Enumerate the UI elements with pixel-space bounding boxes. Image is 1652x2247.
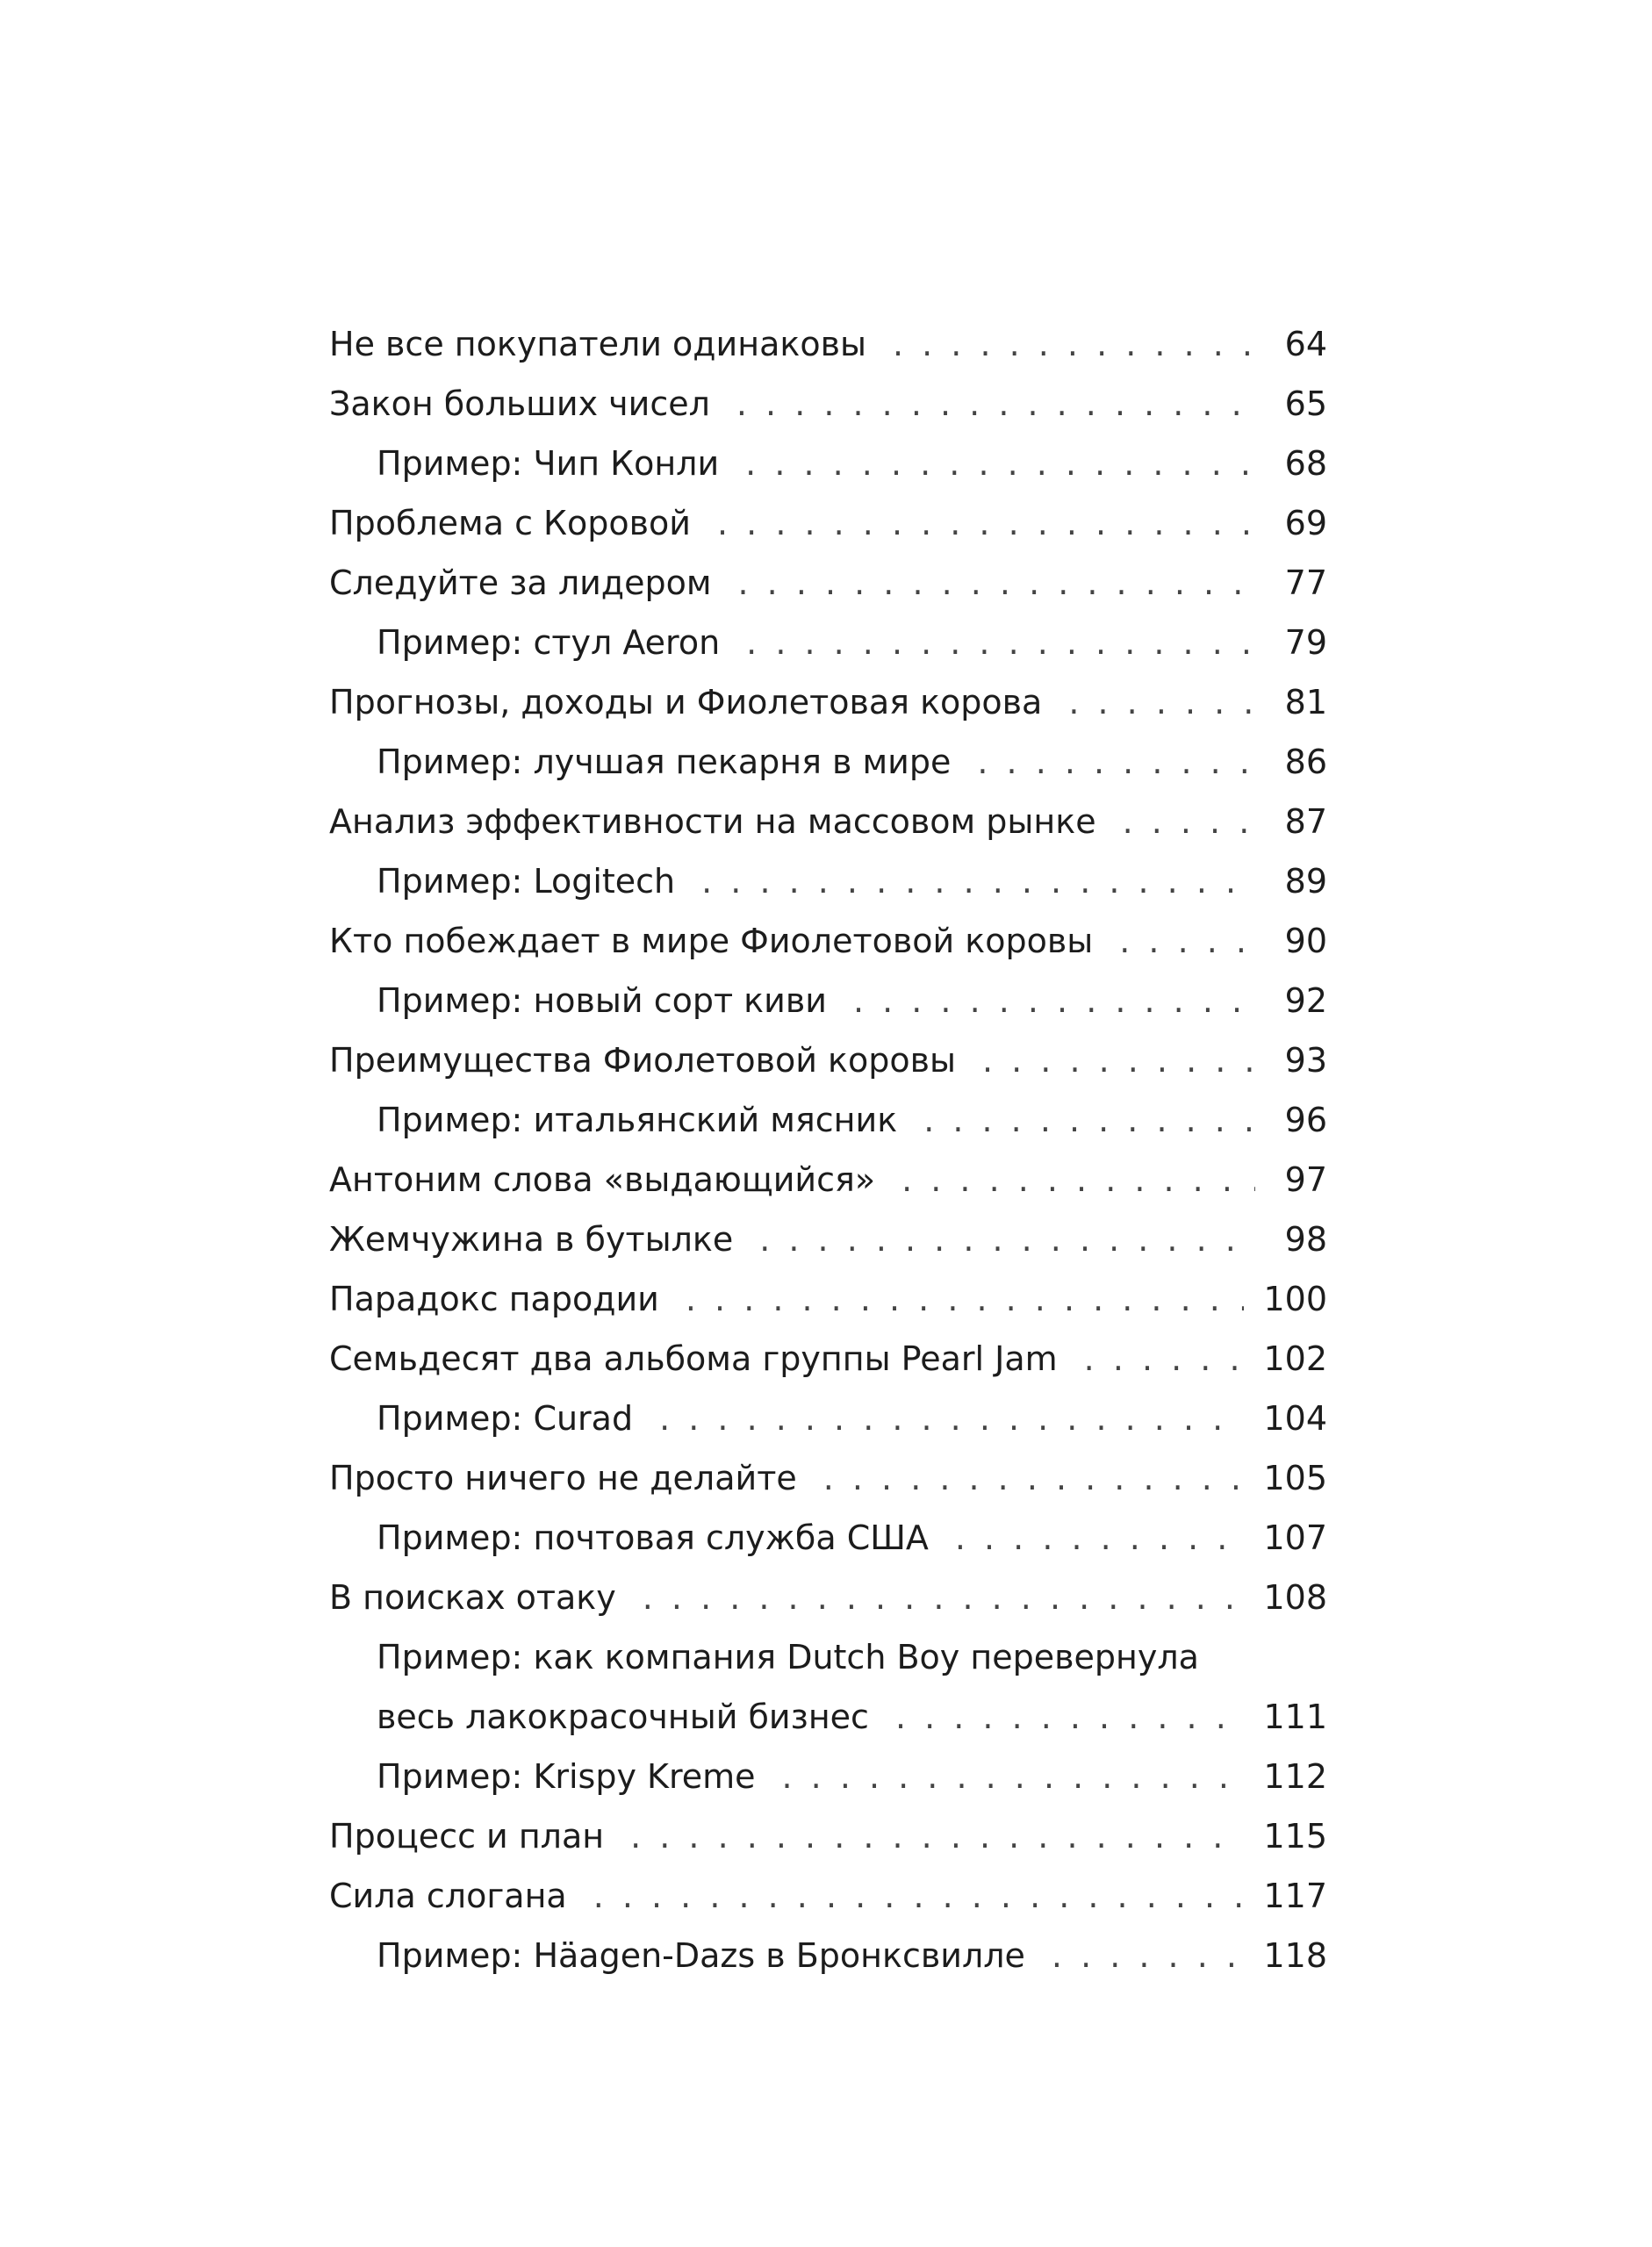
toc-subentry [329, 1926, 1327, 1985]
toc-entry-page: 92 [1284, 981, 1327, 1020]
toc-entry-title: Пример: Logitech [377, 862, 676, 901]
toc-dot-leader [955, 1508, 1245, 1568]
toc-subentry [329, 1508, 1327, 1568]
toc-entry-title: В поисках отаку [329, 1578, 616, 1617]
toc-entry [329, 1150, 1327, 1210]
toc-entry-page: 118 [1263, 1936, 1327, 1975]
toc-entry-title: Закон больших чисел [329, 384, 710, 423]
toc-dot-leader [701, 851, 1255, 911]
toc-subentry [329, 851, 1327, 911]
toc-entry [329, 911, 1327, 971]
toc-subentry [329, 1389, 1327, 1448]
toc-entry [329, 1030, 1327, 1090]
toc-entry-page: 93 [1284, 1041, 1327, 1080]
toc-dot-leader [736, 374, 1255, 434]
toc-dot-leader [823, 1448, 1245, 1508]
toc-dot-leader [686, 1269, 1245, 1329]
toc-entry-page: 100 [1263, 1280, 1327, 1318]
toc-entry [329, 1448, 1327, 1508]
toc-entry [329, 1866, 1327, 1926]
toc-dot-leader [717, 493, 1255, 553]
toc-entry-page: 77 [1284, 564, 1327, 602]
toc-subentry [329, 1090, 1327, 1150]
toc-entry-title: Пример: Curad [377, 1399, 634, 1438]
toc-entry [329, 792, 1327, 851]
toc-dot-leader [782, 1747, 1245, 1806]
toc-entry-title: Пример: новый сорт киви [377, 981, 827, 1020]
toc-entry-page: 65 [1284, 384, 1327, 423]
toc-dot-leader [1123, 792, 1255, 851]
toc-entry-title: Пример: как компания Dutch Boy перевернула [377, 1638, 1199, 1676]
toc-subentry [329, 1627, 1327, 1687]
toc-entry [329, 1210, 1327, 1269]
toc-entry-page: 64 [1284, 325, 1327, 363]
toc-entry [329, 1329, 1327, 1389]
toc-dot-leader [745, 434, 1255, 493]
toc-subentry-continuation [329, 1687, 1327, 1747]
toc-entry-title: Пример: Häagen-Dazs в Бронксвилле [377, 1936, 1025, 1975]
toc-entry-page: 96 [1284, 1101, 1327, 1139]
toc-entry-title: Пример: итальянский мясник [377, 1101, 898, 1139]
toc-entry [329, 1269, 1327, 1329]
toc-subentry [329, 732, 1327, 792]
toc-entry-title: Следуйте за лидером [329, 564, 712, 602]
toc-entry-title: Анализ эффективности на массовом рынке [329, 802, 1096, 841]
toc-dot-leader [659, 1389, 1244, 1448]
toc-dot-leader [1052, 1926, 1245, 1985]
toc-entry-page: 108 [1263, 1578, 1327, 1617]
toc-entry-title: Пример: почтовая служба США [377, 1518, 929, 1557]
toc-entry-title: Кто побеждает в мире Фиолетовой коровы [329, 922, 1094, 960]
toc-entry-page: 104 [1263, 1399, 1327, 1438]
toc-entry-title: Преимущества Фиолетовой коровы [329, 1041, 956, 1080]
toc-dot-leader [593, 1866, 1245, 1926]
table-of-contents [329, 314, 1327, 1985]
toc-entry-page: 117 [1263, 1877, 1327, 1915]
toc-dot-leader [643, 1568, 1245, 1627]
toc-dot-leader [923, 1090, 1255, 1150]
toc-dot-leader [759, 1210, 1255, 1269]
toc-entry-title: Пример: Krispy Kreme [377, 1757, 756, 1796]
toc-entry-page: 102 [1263, 1339, 1327, 1378]
toc-subentry [329, 613, 1327, 672]
toc-dot-leader [746, 613, 1255, 672]
toc-entry-title: Просто ничего не делайте [329, 1459, 797, 1497]
toc-entry-page: 97 [1284, 1160, 1327, 1199]
toc-entry-page: 107 [1263, 1518, 1327, 1557]
toc-dot-leader [1068, 672, 1255, 732]
toc-subentry [329, 1747, 1327, 1806]
toc-entry-page: 68 [1284, 444, 1327, 483]
toc-entry [329, 374, 1327, 434]
toc-entry-page: 86 [1284, 743, 1327, 781]
toc-entry-page: 79 [1284, 623, 1327, 662]
toc-entry-page: 90 [1284, 922, 1327, 960]
toc-entry-page: 87 [1284, 802, 1327, 841]
toc-entry-title: Проблема с Коровой [329, 504, 691, 542]
toc-dot-leader [853, 971, 1255, 1030]
toc-dot-leader [1084, 1329, 1245, 1389]
toc-entry-page: 69 [1284, 504, 1327, 542]
toc-entry-title: Семьдесят два альбома группы Pearl Jam [329, 1339, 1058, 1378]
toc-entry-title: Не все покупатели одинаковы [329, 325, 866, 363]
toc-dot-leader [738, 553, 1256, 613]
toc-entry-page: 81 [1284, 683, 1327, 721]
toc-entry [329, 1806, 1327, 1866]
toc-entry-title: Парадокс пародии [329, 1280, 659, 1318]
toc-dot-leader [982, 1030, 1255, 1090]
toc-dot-leader [630, 1806, 1244, 1866]
toc-entry-title: Прогнозы, доходы и Фиолетовая корова [329, 683, 1043, 721]
toc-entry-title: Пример: Чип Конли [377, 444, 720, 483]
toc-dot-leader [901, 1150, 1255, 1210]
toc-entry-page: 112 [1263, 1757, 1327, 1796]
toc-subentry [329, 434, 1327, 493]
toc-entry-title: Сила слогана [329, 1877, 567, 1915]
toc-entry-title: Пример: лучшая пекарня в мире [377, 743, 952, 781]
toc-entry-page: 105 [1263, 1459, 1327, 1497]
toc-entry-title: Пример: стул Aeron [377, 623, 721, 662]
toc-entry-title: Процесс и план [329, 1817, 605, 1856]
toc-entry-page: 115 [1263, 1817, 1327, 1856]
toc-entry-page: 111 [1263, 1698, 1327, 1736]
toc-entry [329, 493, 1327, 553]
toc-entry [329, 1568, 1327, 1627]
toc-entry [329, 553, 1327, 613]
toc-subentry [329, 971, 1327, 1030]
toc-entry-title: Жемчужина в бутылке [329, 1220, 734, 1259]
toc-entry-title: весь лакокрасочный бизнес [377, 1698, 869, 1736]
toc-entry-title: Антоним слова «выдающийся» [329, 1160, 876, 1199]
toc-entry-page: 89 [1284, 862, 1327, 901]
toc-entry [329, 314, 1327, 374]
toc-entry-page: 98 [1284, 1220, 1327, 1259]
toc-dot-leader [895, 1687, 1245, 1747]
toc-dot-leader [1119, 911, 1255, 971]
toc-dot-leader [977, 732, 1255, 792]
toc-dot-leader [893, 314, 1255, 374]
toc-entry [329, 672, 1327, 732]
